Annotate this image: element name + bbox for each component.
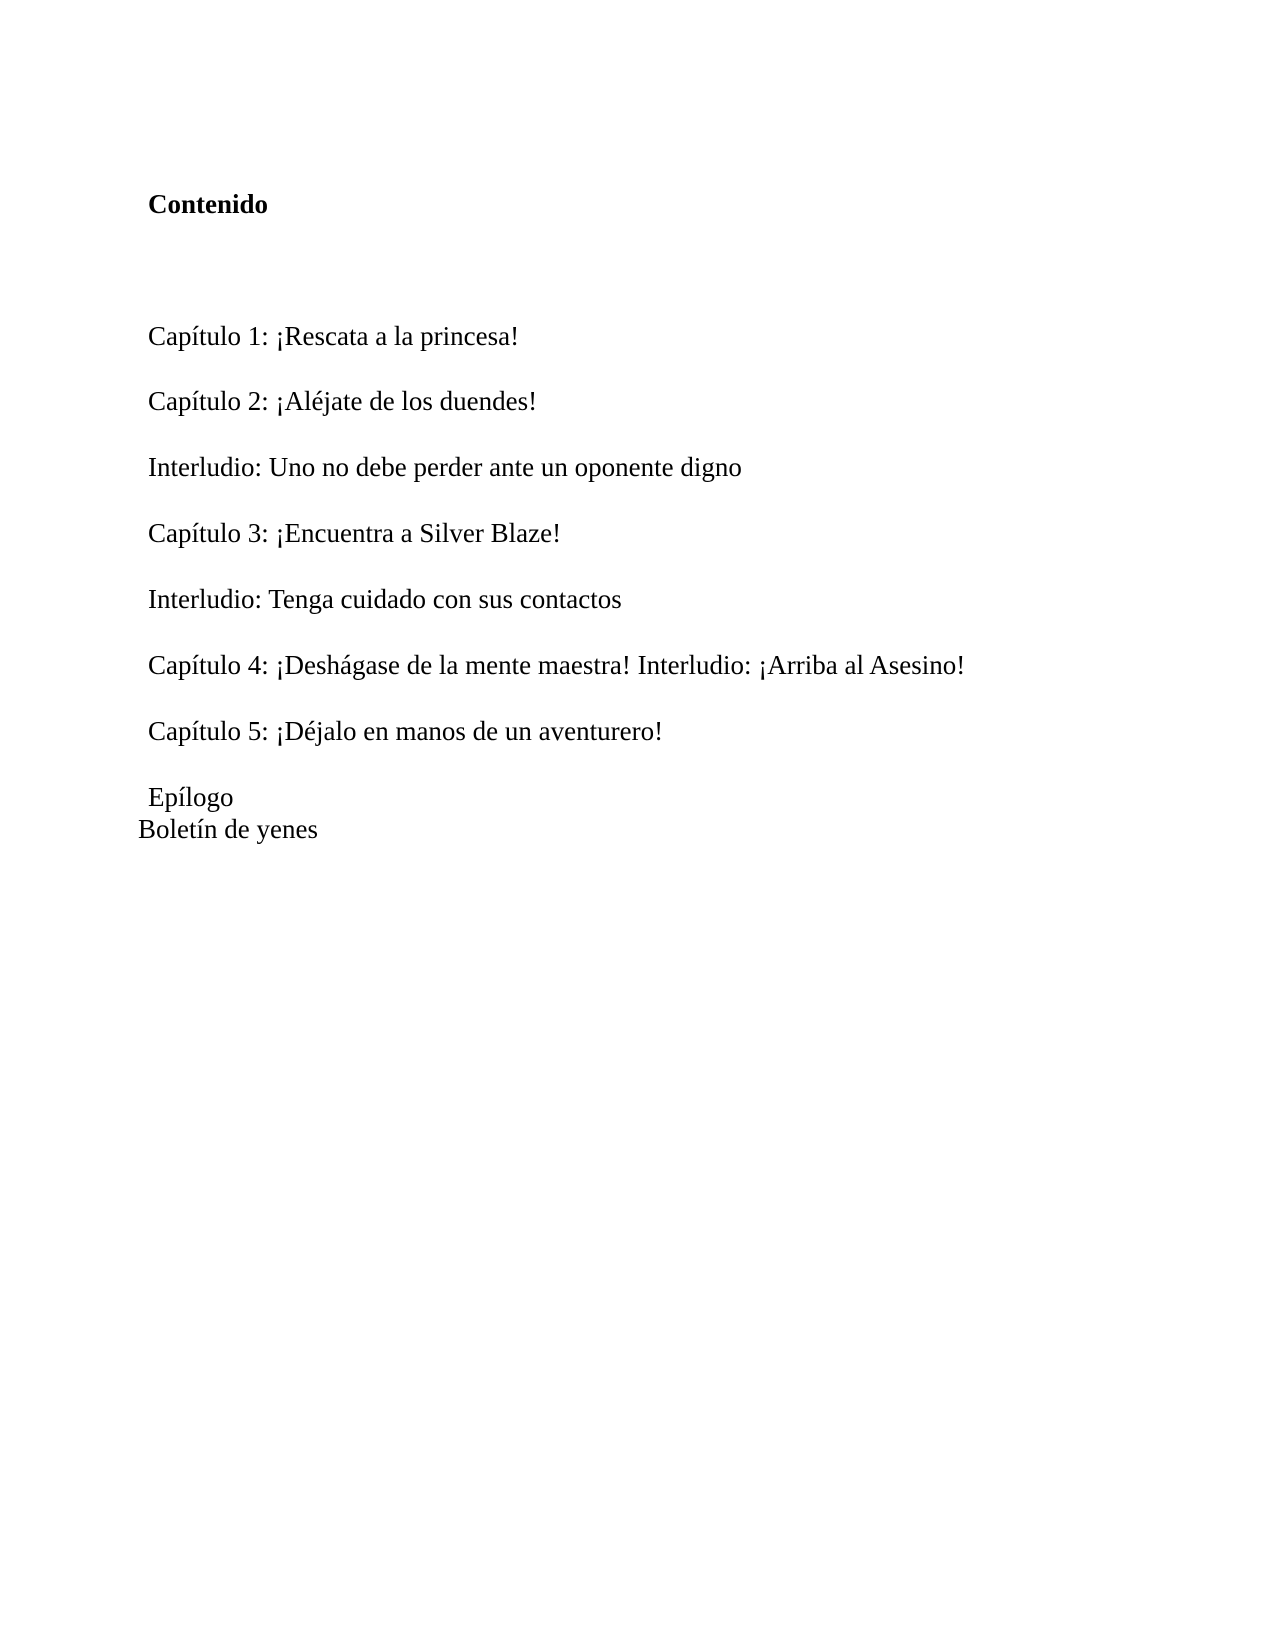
toc-entry-chapter-5: Capítulo 5: ¡Déjalo en manos de un aventurero! (148, 716, 664, 746)
toc-entry-interlude-2: Interludio: Tenga cuidado con sus contactos (148, 584, 622, 614)
toc-entry-interlude-1: Interludio: Uno no debe perder ante un oponente digno (148, 452, 742, 482)
toc-title: Contenido (148, 189, 269, 219)
toc-entry-chapter-1: Capítulo 1: ¡Rescata a la princesa! (148, 321, 520, 351)
toc-entry-chapter-3: Capítulo 3: ¡Encuentra a Silver Blaze! (148, 518, 562, 548)
toc-entry-epilogue: Epílogo (148, 782, 234, 812)
toc-entry-chapter-2: Capítulo 2: ¡Aléjate de los duendes! (148, 386, 538, 416)
toc-entry-yen-bulletin: Boletín de yenes (138, 814, 318, 844)
toc-entry-chapter-4: Capítulo 4: ¡Deshágase de la mente maestra! Interludio: ¡Arriba al Asesino! (148, 650, 966, 680)
